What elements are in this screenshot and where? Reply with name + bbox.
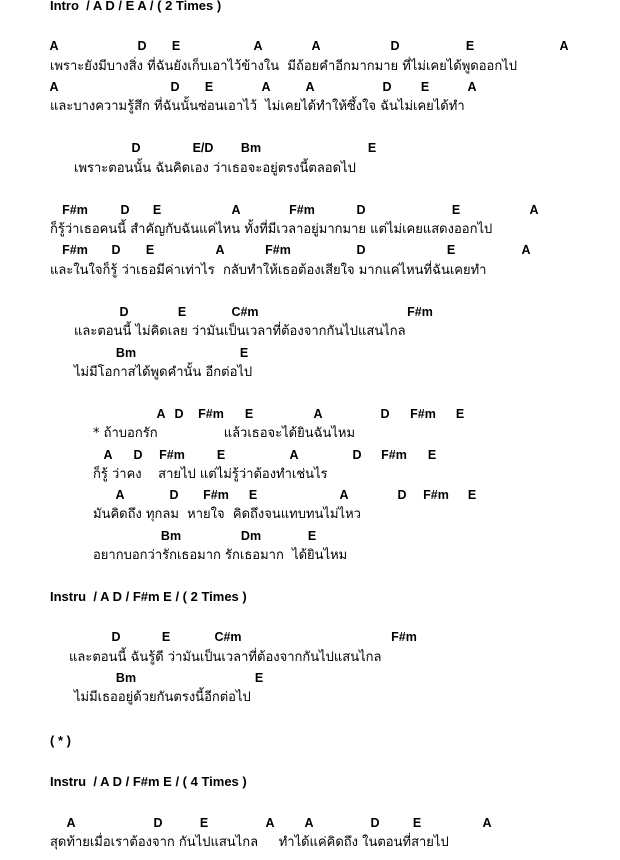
chord: A [559,39,569,53]
chord: A [231,203,241,217]
chord: D [370,816,380,830]
chord-line [0,406,620,422]
chord-line [0,528,620,544]
chord: Bm [115,671,137,685]
chord: D [380,407,390,421]
chord: A [156,407,166,421]
chord: A [103,448,113,462]
chord: E [254,671,264,685]
repeat-chorus-marker: ( * ) [50,733,71,748]
chord: Bm [160,529,182,543]
chord: A [49,80,59,94]
chord: D [397,488,407,502]
chord: E [199,816,209,830]
chord-line [0,487,620,503]
chord-line [0,304,620,320]
chord: F#m [203,488,229,502]
chord: E [367,141,377,155]
intro-heading: Intro / A D / E A / ( 2 Times ) [50,0,222,13]
chord-line [0,140,620,156]
chord-line [0,815,620,831]
chord: D [174,407,184,421]
lyric-line: เพราะตอนนั้น ฉันคิดเอง ว่าเธอจะอยู่ตรงนี้ตลอดไป [74,161,356,176]
chord: A [289,448,299,462]
chord-line [0,345,620,361]
lyric-line: ก็รู้ ว่าคง สายไป แต่ไม่รู้ว่าต้องทำเช่นไร [93,467,328,482]
chord: E [152,203,162,217]
chord: A [265,816,275,830]
chord: E [216,448,226,462]
chord: D [170,80,180,94]
chord: E [467,488,477,502]
chord: E [427,448,437,462]
lyric-line: ไม่มีโอกาสได้พูดคำนั้น อีกต่อไป [74,365,253,380]
chord: C#m [231,305,259,319]
chord: D [390,39,400,53]
chord: D [382,80,392,94]
chord-line [0,38,620,54]
chord: A [49,39,59,53]
lyric-line: อยากบอกว่ารักเธอมาก รักเธอมาก ได้ยินไหม [93,548,348,563]
lyric-line: ก็รู้ว่าเธอคนนี้ สำคัญกับฉันแค่ไหน ทั้งที่มีเวลาอยู่มากมาย แต่ไม่เคยแสดงออกไป [50,222,493,237]
chord: E [145,243,155,257]
chord: D [119,305,129,319]
lyric-line: และตอนนี้ ไม่คิดเลย ว่ามันเป็นเวลาที่ต้องจากกันไปแสนไกล [74,324,406,339]
chord: E/D [192,141,214,155]
chord: A [467,80,477,94]
chord: F#m [407,305,433,319]
chord: A [304,816,314,830]
chord: F#m [410,407,436,421]
lyric-line: และบางความรู้สึก ที่ฉันนั้นซ่อนเอาไว้ ไม่เคยได้ทำให้ซึ้งใจ ฉันไม่เคยได้ทำ [50,99,465,114]
chord: F#m [391,630,417,644]
chord: A [313,407,323,421]
chord: E [171,39,181,53]
chord: E [412,816,422,830]
chord: D [133,448,143,462]
chord: Bm [240,141,262,155]
chord: F#m [265,243,291,257]
chord: A [529,203,539,217]
chord-line [0,629,620,645]
chord-line [0,670,620,686]
chord: E [451,203,461,217]
instru-heading: Instru / A D / F#m E / ( 4 Times ) [50,774,247,789]
chord: A [261,80,271,94]
chord: E [465,39,475,53]
chord: E [307,529,317,543]
chord: F#m [198,407,224,421]
chord: A [305,80,315,94]
lyric-line: เพราะยังมีบางสิ่ง ที่ฉันยังเก็บเอาไว้ข้างใน มีถ้อยคำอีกมากมาย ที่ไม่เคยได้พูดออกไป [50,59,517,74]
chord: Bm [115,346,137,360]
lyric-line: และในใจก็รู้ ว่าเธอมีค่าเท่าไร กลับทำให้เธอต้องเสียใจ มากแค่ไหนที่ฉันเคยทำ [50,263,487,278]
lyric-line: ไม่มีเธออยู่ด้วยกันตรงนี้อีกต่อไป [74,690,251,705]
chord: F#m [289,203,315,217]
chord: D [120,203,130,217]
chord: F#m [62,203,88,217]
chord-line [0,447,620,463]
chord: A [115,488,125,502]
chord: E [248,488,258,502]
chord: F#m [62,243,88,257]
chord: E [446,243,456,257]
lyric-line: มันคิดถึง ทุกลม หายใจ คิดถึงจนแทบทนไม่ไหว [93,507,361,522]
chord: C#m [214,630,242,644]
chord: A [66,816,76,830]
chord: E [420,80,430,94]
chord: D [356,203,366,217]
chord: D [153,816,163,830]
instru-heading: Instru / A D / F#m E / ( 2 Times ) [50,589,247,604]
chord: E [455,407,465,421]
chord: E [244,407,254,421]
chord: D [111,630,121,644]
lyric-line: * ถ้าบอกรัก แล้วเธอจะได้ยินฉันไหม [93,426,356,441]
chord: A [215,243,225,257]
chord-line [0,79,620,95]
chord: D [131,141,141,155]
chord: D [111,243,121,257]
chord: A [311,39,321,53]
chord: E [204,80,214,94]
chord: A [482,816,492,830]
chord-line [0,242,620,258]
chord: F#m [423,488,449,502]
chord: F#m [159,448,185,462]
chord: D [169,488,179,502]
chord-line [0,202,620,218]
lyric-line: สุดท้ายเมื่อเราต้องจาก กันไปแสนไกล ทำได้แค่คิดถึง ในตอนที่สายไป [50,835,449,850]
chord: A [253,39,263,53]
chord: Dm [240,529,262,543]
chord: F#m [381,448,407,462]
chord: E [161,630,171,644]
chord: E [239,346,249,360]
chord: A [339,488,349,502]
chord: D [356,243,366,257]
chord: D [137,39,147,53]
chord: E [177,305,187,319]
chord: A [521,243,531,257]
chord: D [352,448,362,462]
lyric-line: และตอนนี้ ฉันรู้ดี ว่ามันเป็นเวลาที่ต้องจากกันไปแสนไกล [69,650,382,665]
